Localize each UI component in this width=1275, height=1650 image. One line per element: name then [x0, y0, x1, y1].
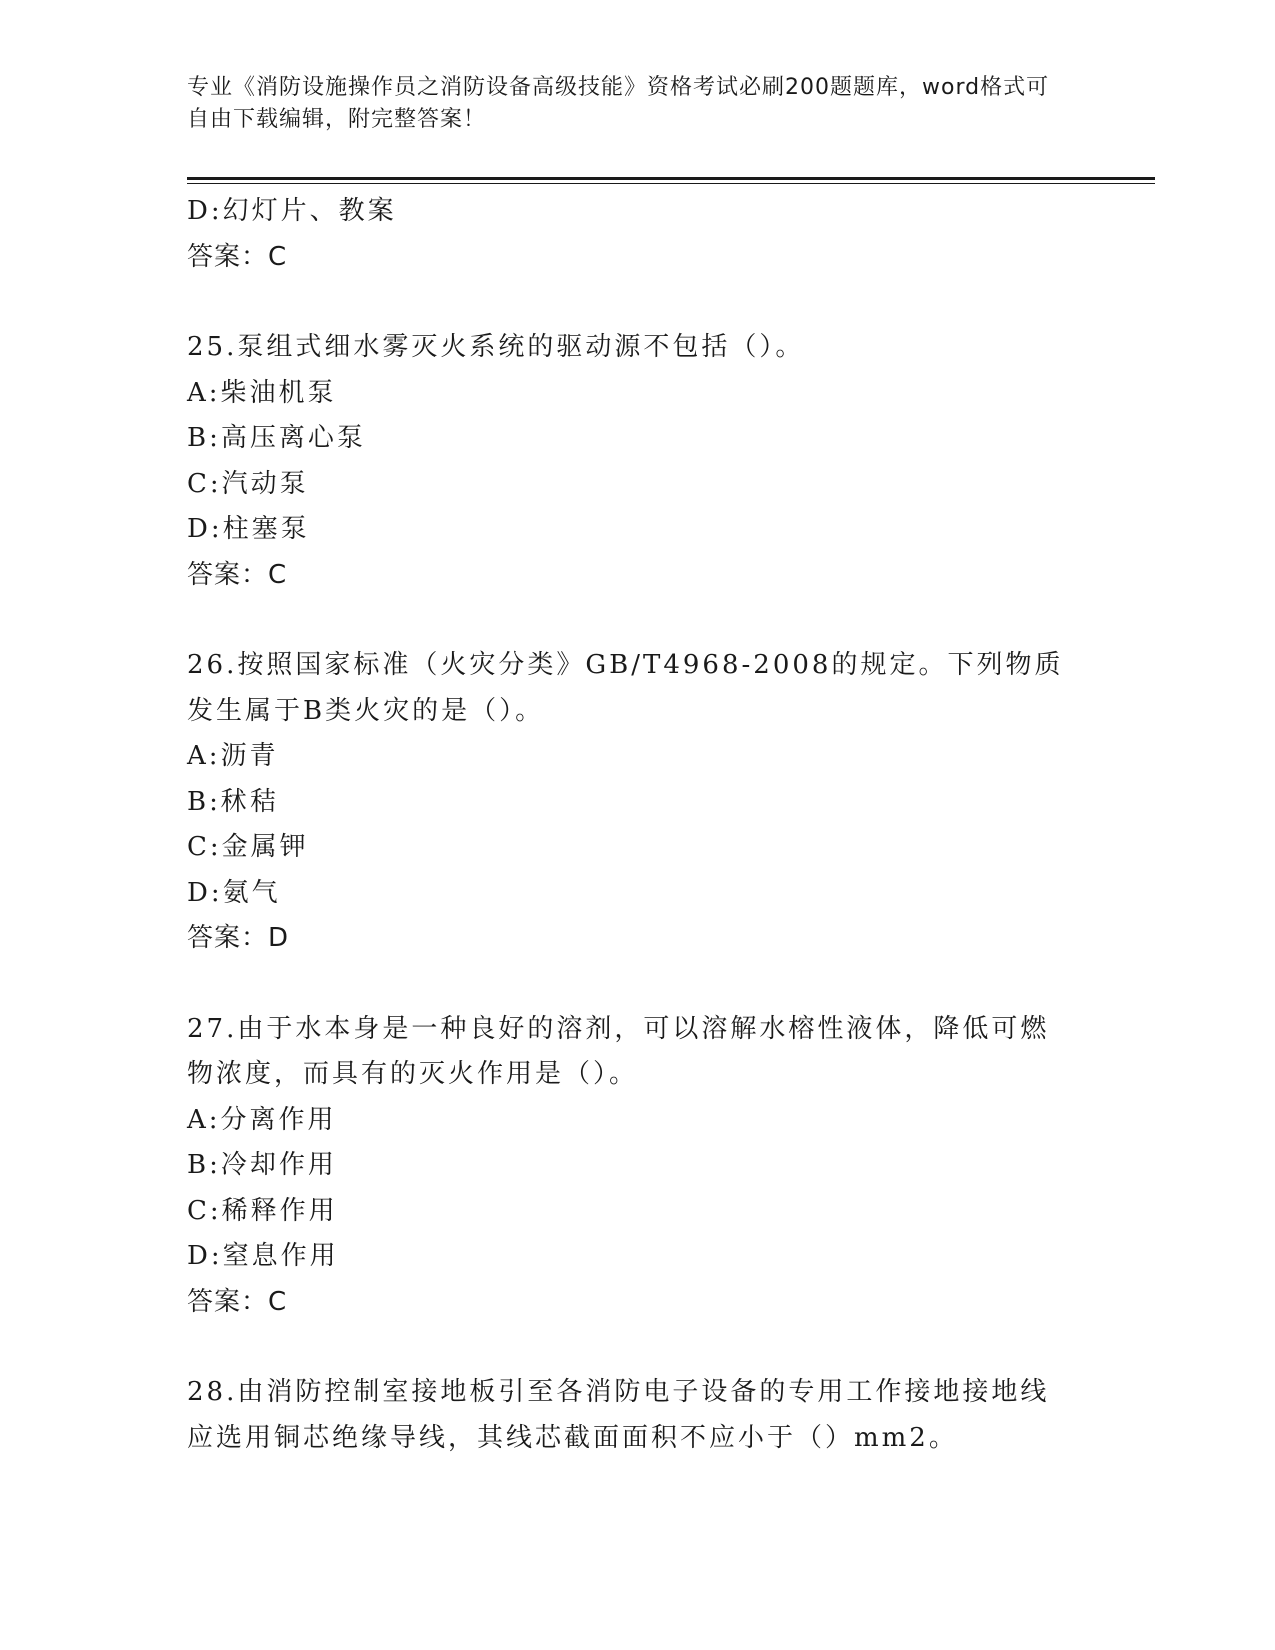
question-block — [187, 1007, 1087, 1326]
document-header: 专业《消防设施操作员之消防设备高级技能》资格考试必刷200题题库，word格式可自由下载编辑，附完整答案！ — [187, 75, 1050, 132]
header-divider-thin — [187, 183, 1155, 184]
answer-line: 答案：C — [187, 241, 288, 272]
option-d: D:幻灯片、教案 — [187, 196, 397, 226]
question-stem: 26.按照国家标准（火灾分类》GB/T4968-2008的规定。下列物质发生属于B类火灾的是（）。 — [187, 650, 1064, 726]
answer-line: 答案：C — [187, 1286, 288, 1317]
option-c: C:金属钾 — [187, 832, 309, 862]
option-a: A:分离作用 — [187, 1104, 337, 1135]
question-stem: 25.泵组式细水雾灭火系统的驱动源不包括（）。 — [187, 332, 805, 362]
option-d: D:窒息作用 — [187, 1241, 339, 1271]
spacer — [187, 1325, 1087, 1370]
option-a: A:柴油机泵 — [187, 377, 337, 408]
option-d: D:柱塞泵 — [187, 514, 310, 544]
spacer — [187, 280, 1087, 325]
option-c: C:稀释作用 — [187, 1195, 338, 1226]
document-body — [187, 189, 1087, 1461]
question-stem: 28.由消防控制室接地板引至各消防电子设备的专用工作接地接地线应选用铜芯绝缘导线，其线芯截面面积不应小于（）mm2。 — [187, 1377, 1050, 1453]
option-c: C:汽动泵 — [187, 468, 309, 499]
answer-line: 答案：D — [187, 923, 290, 953]
question-block — [187, 325, 1087, 598]
answer-line: 答案：C — [187, 559, 288, 590]
question-stem: 27.由于水本身是一种良好的溶剂，可以溶解水榕性液体，降低可燃物浓度，而具有的灭火作用是（）。 — [187, 1013, 1050, 1089]
question-block — [187, 643, 1087, 962]
option-b: B:冷却作用 — [187, 1150, 337, 1180]
option-b: B:高压离心泵 — [187, 423, 366, 453]
option-b: B:秫秸 — [187, 786, 279, 817]
option-d: D:氨气 — [187, 877, 281, 908]
header-divider — [187, 177, 1155, 180]
spacer — [187, 598, 1087, 643]
option-a: A:沥青 — [187, 741, 279, 771]
question-block — [187, 1370, 1087, 1461]
spacer — [187, 962, 1087, 1007]
